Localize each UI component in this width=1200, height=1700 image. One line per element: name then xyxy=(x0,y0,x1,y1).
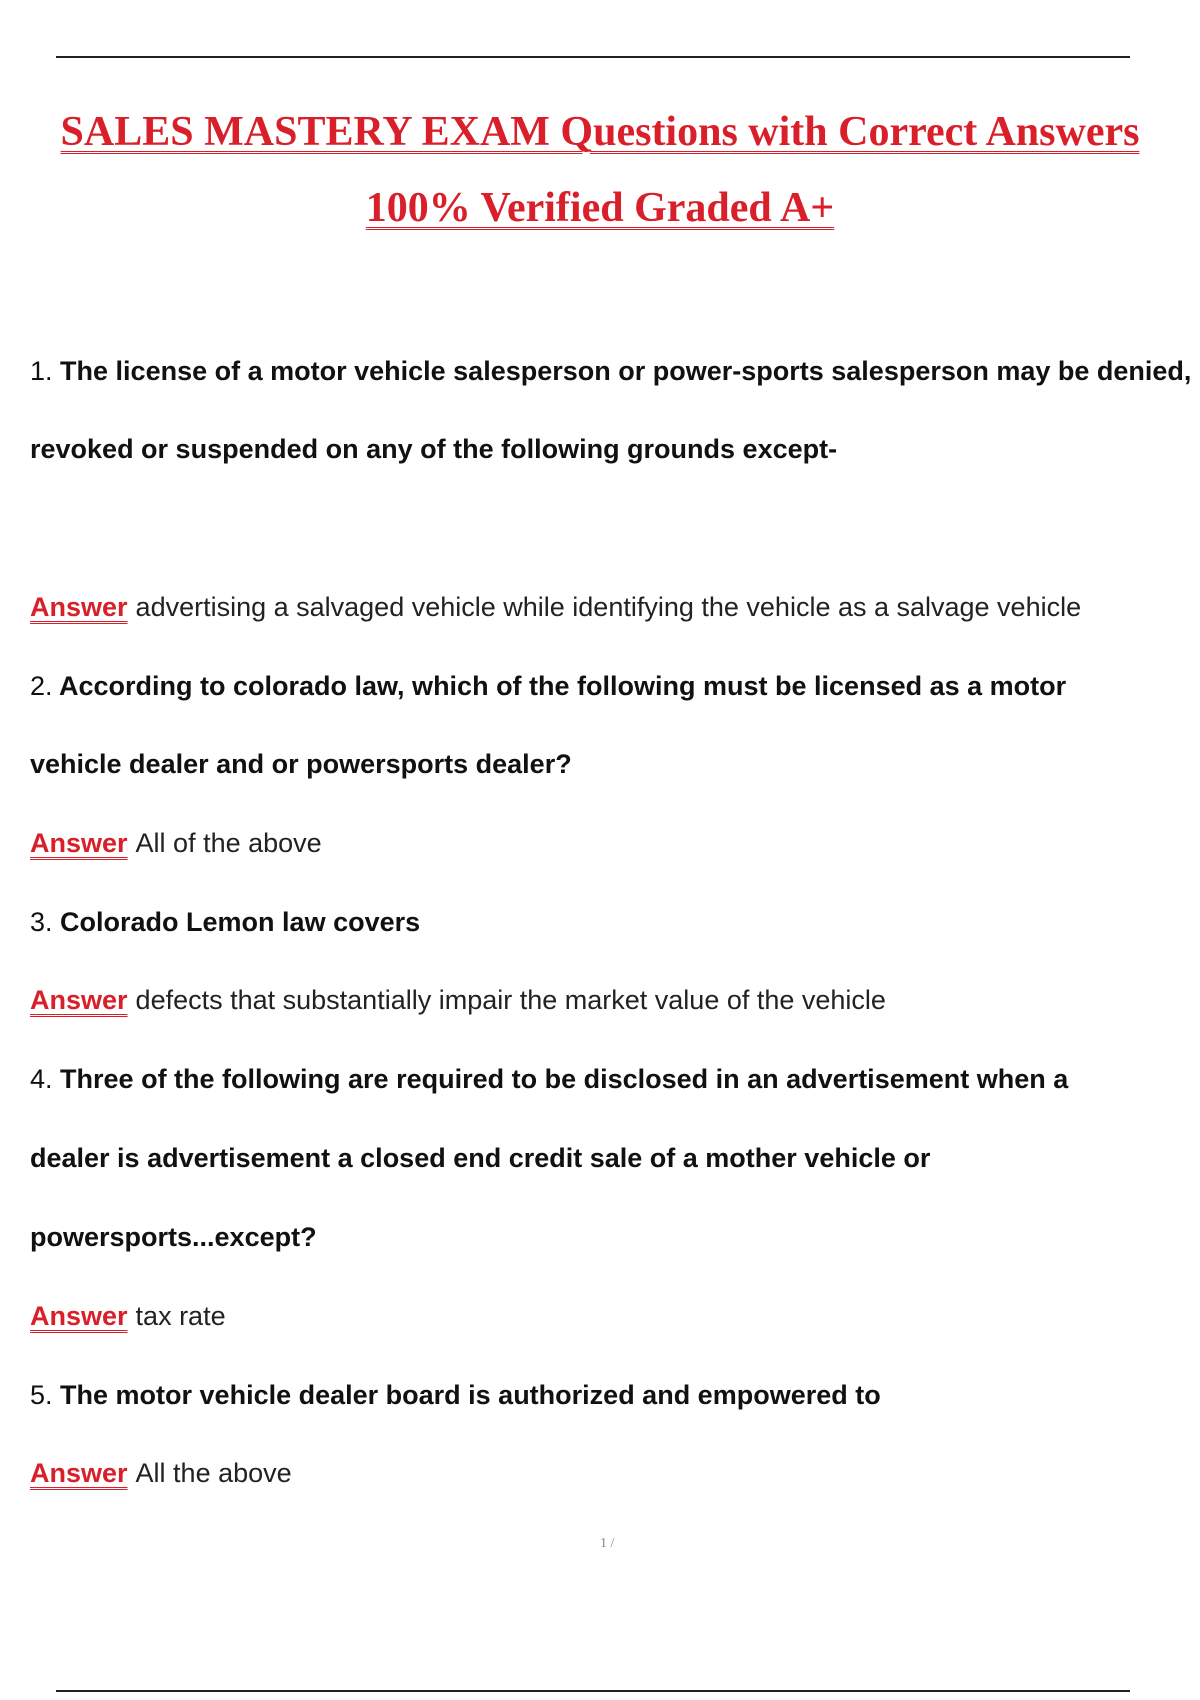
document-title-line-2: 100% Verified Graded A+ xyxy=(365,185,835,231)
answer-3-label: Answer xyxy=(30,985,128,1015)
answer-2 xyxy=(30,828,322,859)
answer-4-text: tax rate xyxy=(135,1301,226,1331)
question-1-line-2 xyxy=(30,434,837,465)
question-1-text-2: revoked or suspended on any of the following grounds except- xyxy=(30,434,838,464)
question-3-number: 3. xyxy=(30,907,53,937)
bottom-rule xyxy=(56,1690,1130,1692)
answer-1-text: advertising a salvaged vehicle while identifying the vehicle as a salvage vehicle xyxy=(135,592,1082,622)
question-2-line-2 xyxy=(30,749,572,780)
question-1-number: 1. xyxy=(30,356,53,386)
answer-5-text: All the above xyxy=(135,1458,292,1488)
question-2-text-2: vehicle dealer and or powersports dealer? xyxy=(30,749,572,779)
question-4-line-2 xyxy=(30,1143,930,1174)
question-4-number: 4. xyxy=(30,1064,53,1094)
answer-2-text: All of the above xyxy=(135,828,322,858)
top-rule xyxy=(56,56,1130,58)
question-1-text-1: The license of a motor vehicle salesperson or power-sports salesperson may be denied, xyxy=(60,356,1192,386)
question-4-text-2: dealer is advertisement a closed end credit sale of a mother vehicle or xyxy=(30,1143,931,1173)
question-4-text-3: powersports...except? xyxy=(30,1222,317,1252)
answer-2-label: Answer xyxy=(30,828,128,858)
question-5-line-1 xyxy=(30,1380,881,1411)
answer-5 xyxy=(30,1458,292,1489)
question-1-line-1 xyxy=(30,356,1191,387)
question-2-number: 2. xyxy=(30,671,53,701)
question-4-line-3 xyxy=(30,1222,317,1253)
question-3-line-1 xyxy=(30,907,420,938)
document-title-line-1: SALES MASTERY EXAM Questions with Correct Answers xyxy=(60,109,1140,155)
question-2-text-1: According to colorado law, which of the following must be licensed as a motor xyxy=(59,671,1067,701)
page-number: 1 / xyxy=(600,1536,615,1551)
answer-1 xyxy=(30,592,1081,623)
question-5-text-1: The motor vehicle dealer board is authorized and empowered to xyxy=(60,1380,881,1410)
question-5-number: 5. xyxy=(30,1380,53,1410)
answer-4-label: Answer xyxy=(30,1301,128,1331)
answer-3 xyxy=(30,985,886,1016)
answer-3-text: defects that substantially impair the market value of the vehicle xyxy=(135,985,886,1015)
answer-5-label: Answer xyxy=(30,1458,128,1488)
question-4-text-1: Three of the following are required to be disclosed in an advertisement when a xyxy=(60,1064,1069,1094)
answer-4 xyxy=(30,1301,226,1332)
answer-1-label: Answer xyxy=(30,592,128,622)
question-3-text-1: Colorado Lemon law covers xyxy=(60,907,421,937)
question-2-line-1 xyxy=(30,671,1066,702)
question-4-line-1 xyxy=(30,1064,1068,1095)
